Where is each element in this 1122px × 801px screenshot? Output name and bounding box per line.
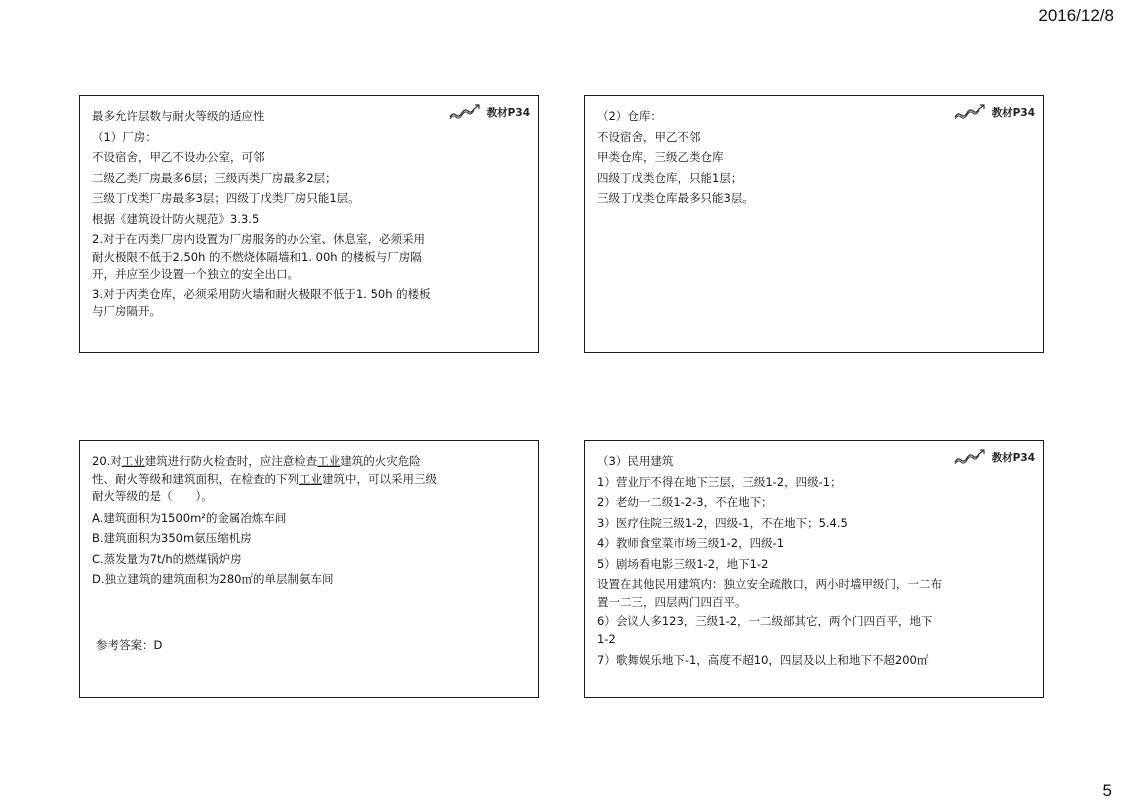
slide-question-20 xyxy=(79,440,539,698)
option-d: D.独立建筑的建筑面积为280㎡的单层制氨车间 xyxy=(92,572,334,586)
text-line: 3）医疗住院三级1-2，四级-1，不在地下；5.4.5 xyxy=(597,515,848,530)
option-c: C.蒸发量为7t/h的燃煤锅炉房 xyxy=(92,551,242,566)
text-line: 四级丁戊类仓库，只能1层； xyxy=(597,170,743,185)
question-text: 20.对 xyxy=(92,454,122,468)
text-line: 不设宿舍，甲乙不设办公室，可邻 xyxy=(92,150,265,164)
option-a: A.建筑面积为1500m²的金属冶炼车间 xyxy=(92,510,287,525)
section-heading: （3）民用建筑 xyxy=(597,454,674,468)
text-line: 1）营业厅不得在地下三层，三级1-2，四级-1； xyxy=(597,474,842,489)
textbook-page-label: 教材P34 xyxy=(991,106,1035,119)
slide-title: 最多允许层数与耐火等级的适应性 xyxy=(92,109,265,123)
trend-arrow-icon xyxy=(449,104,481,120)
section-heading: （2）仓库： xyxy=(597,109,662,123)
text-paragraph: 6）会议人多123，三级1-2，一二级部其它，两个门四百平，地下1-2 xyxy=(597,614,933,646)
trend-arrow-icon xyxy=(954,449,986,465)
textbook-page-label: 教材P34 xyxy=(991,451,1035,464)
textbook-reference-tag xyxy=(449,104,530,120)
text-line: 不设宿舍，甲乙不邻 xyxy=(597,129,701,144)
question-text: 建筑中，可以采用三级耐火等级的是（ ）。 xyxy=(92,471,437,503)
text-paragraph: 3.对于丙类仓库，必须采用防火墙和耐火极限不低于1. 50h 的楼板与厂房隔开。 xyxy=(92,286,431,318)
question-stem xyxy=(92,453,437,506)
underlined-text: 工业 xyxy=(299,471,322,486)
print-date: 2016/12/8 xyxy=(1038,6,1114,25)
text-paragraph: 2.对于在丙类厂房内设置为厂房服务的办公室、休息室，必须采用耐火极限不低于2.50h 的不燃烧体隔墙和1. 00h 的楼板与厂房隔开，并应至少设置一个独立的安全出口。 xyxy=(92,232,425,281)
text-line: 三级丁戊类仓库最多只能3层。 xyxy=(597,191,754,205)
option-b: B.建筑面积为350m氨压缩机房 xyxy=(92,531,252,545)
text-line: 7）歌舞娱乐地下-1，高度不超10，四层及以上和地下不超200㎡ xyxy=(597,653,929,667)
underlined-text: 工业 xyxy=(317,454,341,468)
text-line: 根据《建筑设计防火规范》3.3.5 xyxy=(92,211,260,226)
text-line: 5）剧场看电影三级1-2，地下1-2 xyxy=(597,556,769,571)
text-line: 2）老幼一二级1-2-3，不在地下； xyxy=(597,495,773,509)
textbook-reference-tag xyxy=(954,104,1035,120)
page-number: 5 xyxy=(1102,781,1112,800)
text-line: 三级丁戊类厂房最多3层；四级丁戊类厂房只能1层。 xyxy=(92,191,360,205)
underlined-text: 工业 xyxy=(121,454,145,468)
trend-arrow-icon xyxy=(954,104,986,120)
text-line: 甲类仓库，三级乙类仓库 xyxy=(597,150,724,164)
section-heading: （1）厂房： xyxy=(92,129,157,144)
text-line: 4）教师食堂菜市场三级1-2，四级-1 xyxy=(597,536,785,550)
slide-civil-buildings xyxy=(584,440,1044,698)
textbook-reference-tag xyxy=(954,449,1035,465)
question-text: 建筑进行防火检查时，应注意检查 xyxy=(144,454,318,468)
reference-answer: 参考答案：D xyxy=(96,638,163,652)
question-text: 建筑的火灾危险性、耐火等级和建筑面积，在检查的下列 xyxy=(92,454,421,486)
text-paragraph: 设置在其他民用建筑内：独立安全疏散口，两小时墙甲级门，一二布置一二三，四层两门四百平。 xyxy=(597,577,942,609)
text-line: 二级乙类厂房最多6层；三级丙类厂房最多2层； xyxy=(92,170,337,185)
slide-warehouses xyxy=(584,95,1044,353)
slide-factory-buildings xyxy=(79,95,539,353)
textbook-page-label: 教材P34 xyxy=(486,106,530,119)
